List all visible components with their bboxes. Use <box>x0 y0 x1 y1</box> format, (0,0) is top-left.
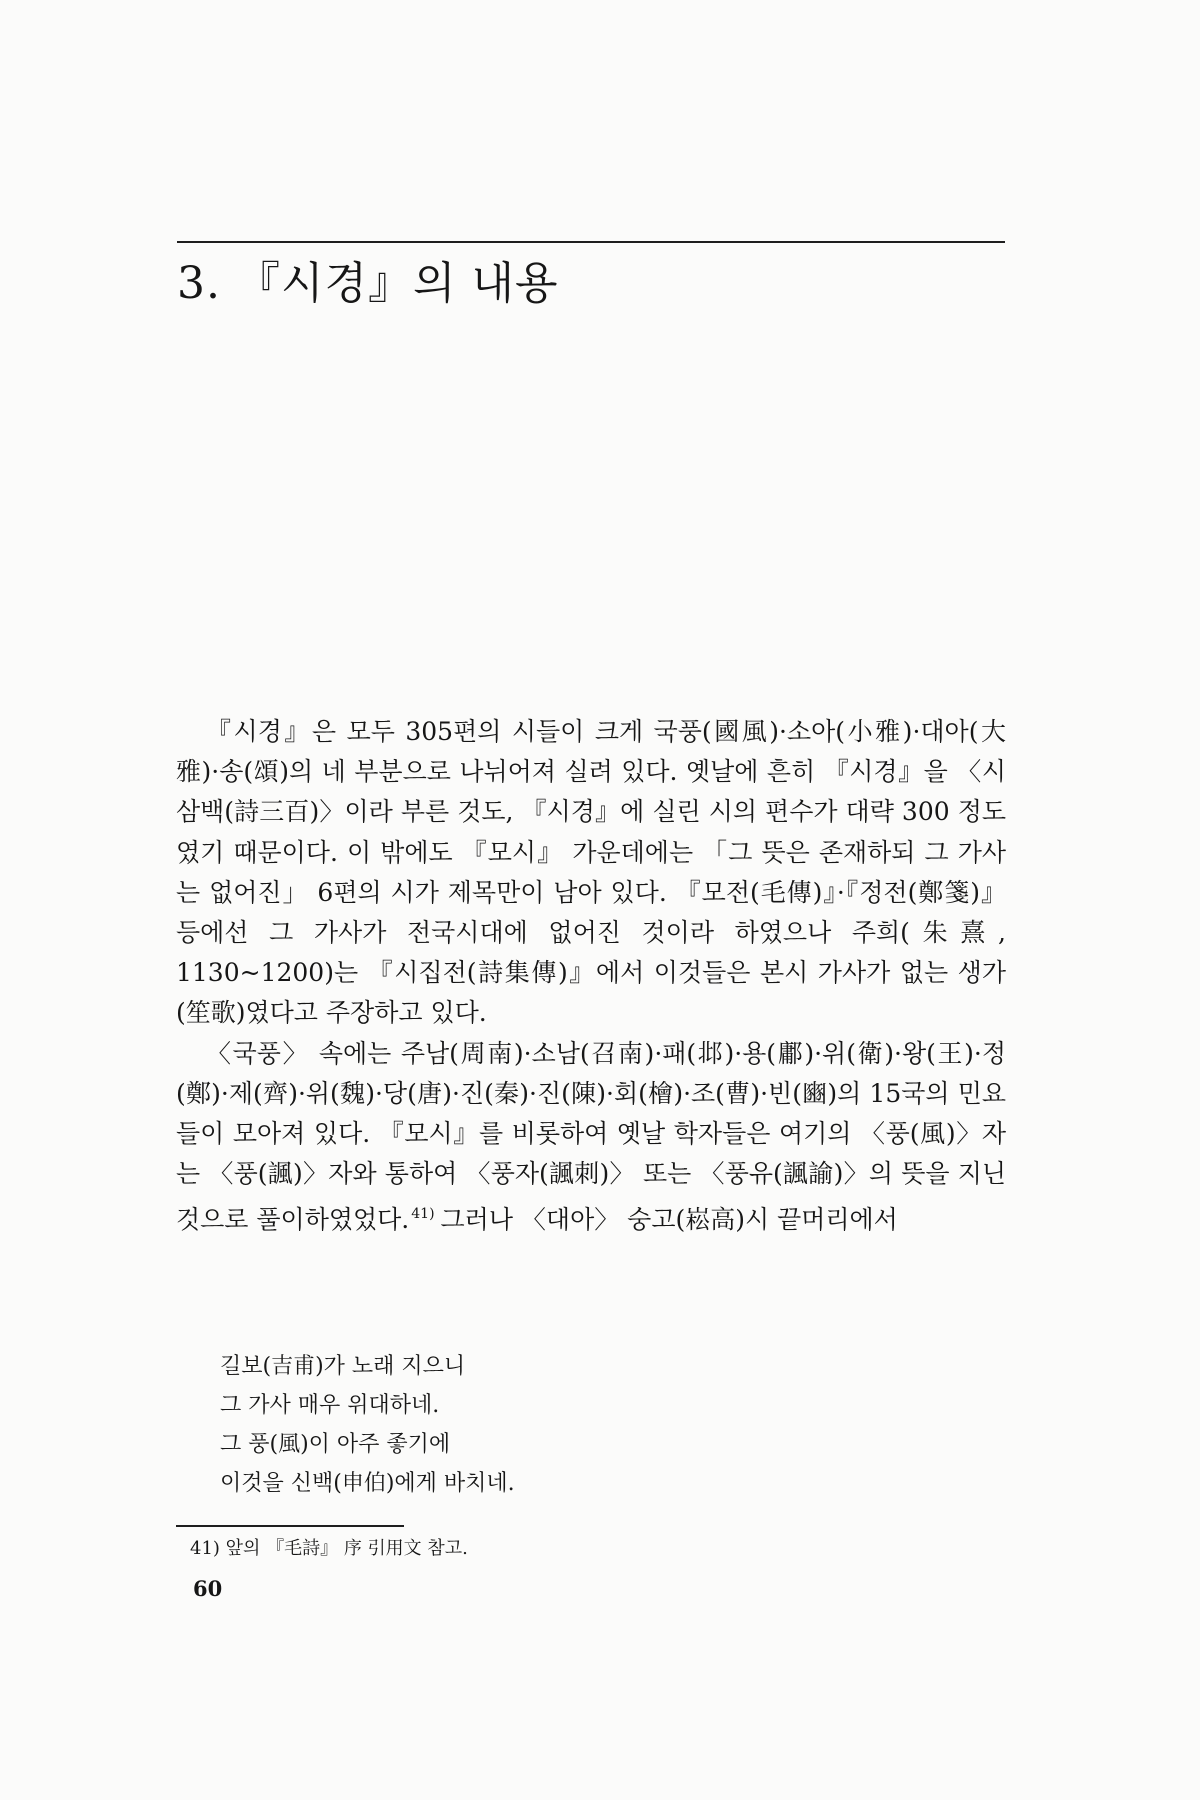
paragraph-2-part1: 〈국풍〉 속에는 주남(周南)·소남(召南)·패(邶)·용(鄘)·위(衛)·왕(王)·정(鄭)·제(齊)·위(魏)·당(唐)·진(秦)·진(陳)·회(檜)·조(曹)·빈(豳)의 15국의 민요들이 모아져 있다. 『모시』를 비롯하여 옛날 학자들은 여기의 〈풍(風)〉자는 〈풍(諷)〉자와 통하여 〈풍자(諷刺)〉 또는 〈풍유(諷諭)〉의 뜻을 지닌 것으로 풀이하였었다. <box>176 1038 1006 1235</box>
verse-line: 길보(吉甫)가 노래 지으니 <box>220 1354 466 1379</box>
verse-line: 이것을 신백(申伯)에게 바치네. <box>220 1471 515 1496</box>
chapter-title: 3. 『시경』의 내용 <box>177 258 559 309</box>
footnote-41: 41) 앞의 『毛詩』 序 引用文 참고. <box>190 1538 468 1559</box>
paragraph-2 <box>176 1034 1006 1241</box>
verse-quote <box>220 1347 515 1503</box>
footnote-reference: 41) <box>411 1206 435 1223</box>
paragraph-1: 『시경』은 모두 305편의 시들이 크게 국풍(國風)·소아(小雅)·대아(大雅)·송(頌)의 네 부분으로 나뉘어져 실려 있다. 옛날에 흔히 『시경』을 〈시삼백(詩三百)〉이라 부른 것도, 『시경』에 실린 시의 편수가 대략 300 정도였기 때문이다. 이 밖에도 『모시』 가운데에는 「그 뜻은 존재하되 그 가사는 없어진」 6편의 시가 제목만이 남아 있다. 『모전(毛傳)』·『정전(鄭箋)』 등에선 그 가사가 전국시대에 없어진 것이라 하였으나 주희(朱熹, 1130~1200)는 『시집전(詩集傳)』에서 이것들은 본시 가사가 없는 생가(笙歌)였다고 주장하고 있다. <box>176 717 1006 1028</box>
body-text <box>176 712 1006 1241</box>
header-rule <box>177 241 1005 243</box>
page-number: 60 <box>193 1576 223 1601</box>
paragraph-2-part2: 그러나 〈대아〉 숭고(崧高)시 끝머리에서 <box>440 1205 898 1235</box>
footnote-rule <box>176 1525 404 1527</box>
verse-line: 그 풍(風)이 아주 좋기에 <box>220 1432 451 1457</box>
verse-line: 그 가사 매우 위대하네. <box>220 1393 440 1418</box>
